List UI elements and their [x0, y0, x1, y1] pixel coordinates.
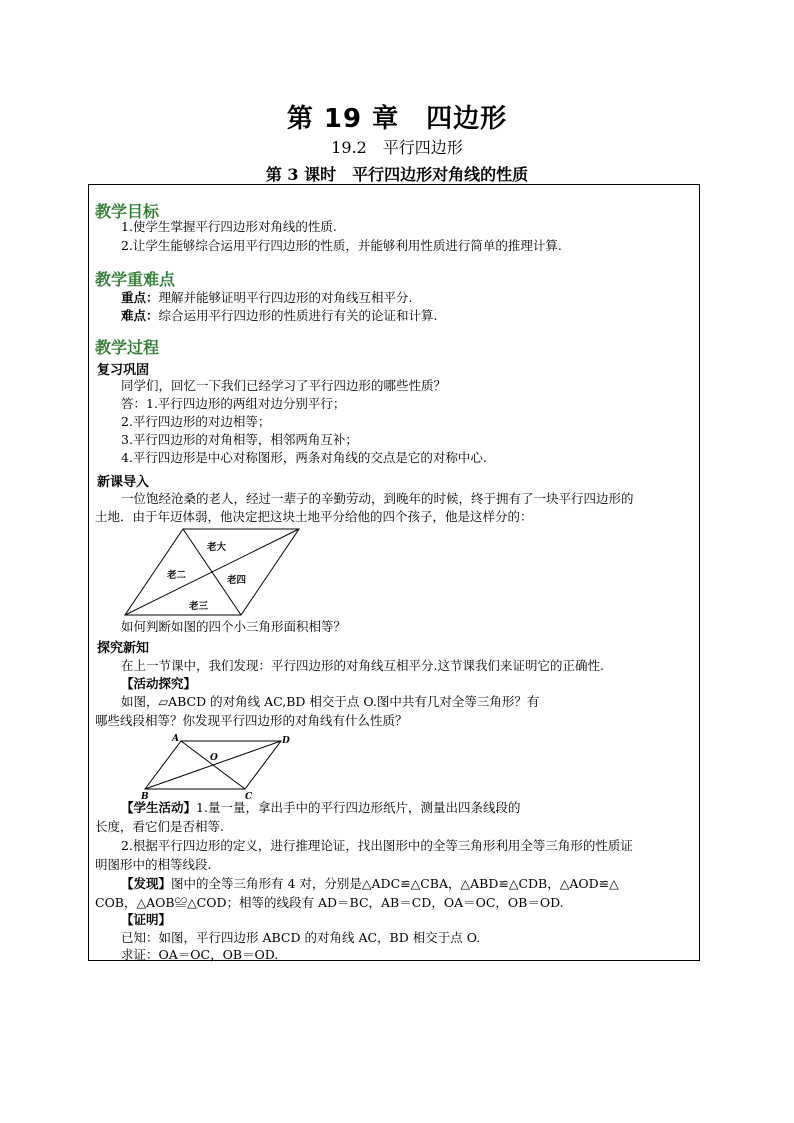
- student-text: 1.量一量，拿出手中的平行四边形纸片，测量出四条线段的: [196, 800, 521, 815]
- intro-question: 如何判断如图的四个小三角形面积相等？: [121, 619, 347, 634]
- review-title: 复习巩固: [97, 363, 150, 378]
- activity-line: 如图，▱ABCD 的对角线 AC,BD 相交于点 O.图中共有几对全等三角形？有: [121, 694, 540, 709]
- objective-item: 2.让学生能够综合运用平行四边形的性质，并能够利用性质进行简单的推理计算.: [121, 238, 562, 253]
- proof-label: 【证明】: [121, 912, 172, 927]
- review-answer: 答：1.平行四边形的两组对边分别平行；: [121, 396, 346, 411]
- student-activity-line: [121, 799, 520, 817]
- proof-prove: 求证：OA＝OC，OB＝OD.: [121, 947, 279, 962]
- story-line: 土地．由于年迈体弱，他决定把这块土地平分给他的四个孩子，他是这样分的：: [95, 509, 533, 524]
- student-activity-line: 长度，看它们是否相等.: [95, 819, 224, 834]
- discover-line: COB，△AOB≌△COD；相等的线段有 AD＝BC，AB＝CD，OA＝OC，OB＝OD.: [95, 895, 564, 910]
- proof-given: 已知：如图，平行四边形 ABCD 的对角线 AC，BD 相交于点 O.: [121, 930, 481, 945]
- discover-label: 【发现】: [121, 876, 172, 891]
- student-label: 【学生活动】: [121, 800, 197, 815]
- vertex-label: B: [141, 792, 149, 799]
- chapter-title: 第 19 章 四边形: [286, 104, 508, 134]
- objective-item: 1.使学生掌握平行四边形对角线的性质.: [121, 219, 337, 234]
- discover-text: 图中的全等三角形有 4 对，分别是△ADC≌△CBA，△ABD≌△CDB，△AOD≌△: [171, 876, 619, 891]
- review-answer: 2.平行四边形的对边相等；: [121, 414, 271, 429]
- explore-title: 探究新知: [97, 641, 150, 656]
- review-answer: 3.平行四边形的对角相等，相邻两角互补；: [121, 432, 358, 447]
- vertex-label: C: [245, 792, 253, 799]
- explore-intro: 在上一节课中，我们发现：平行四边形的对角线互相平分.这节课我们来证明它的正确性.: [121, 658, 604, 673]
- story-line: 一位饱经沧桑的老人，经过一辈子的辛勤劳动，到晚年的时候，终于拥有了一块平行四边形的: [121, 491, 634, 506]
- vertex-label: A: [172, 734, 179, 744]
- vertex-label: O: [210, 753, 218, 763]
- figure-label: 老二: [167, 570, 187, 581]
- review-question: 同学们，回忆一下我们已经学习了平行四边形的哪些性质？: [121, 378, 447, 393]
- content-box: [88, 184, 700, 961]
- section-title: 19.2 平行四边形: [331, 138, 463, 157]
- difficulty-label: 难点：: [121, 308, 159, 323]
- lesson-title: 第 3 课时 平行四边形对角线的性质: [265, 165, 529, 184]
- review-answer: 4.平行四边形是中心对称图形，两条对角线的交点是它的对称中心.: [121, 450, 487, 465]
- parallelogram-figure: [141, 729, 291, 799]
- process-heading: 教学过程: [95, 338, 160, 357]
- focus-line: [121, 289, 413, 307]
- reason-line: 明图形中的相等线段.: [95, 857, 212, 872]
- difficulty-text: 综合运用平行四边形的性质进行有关的论证和计算.: [158, 308, 438, 323]
- focus-label: 重点：: [121, 290, 159, 305]
- reason-line: 2.根据平行四边形的定义，进行推理论证，找出图形中的全等三角形利用全等三角形的性质证: [121, 838, 633, 853]
- keypoints-heading: 教学重难点: [95, 270, 176, 289]
- figure-label: 老三: [189, 601, 209, 612]
- discover-line: [121, 875, 619, 893]
- activity-line: 哪些线段相等？你发现平行四边形的对角线有什么性质？: [95, 713, 408, 728]
- land-division-figure: [123, 527, 303, 617]
- activity-label: 【活动探究】: [121, 676, 197, 691]
- vertex-label: D: [282, 736, 290, 746]
- difficulty-line: [121, 307, 438, 325]
- objectives-heading: 教学目标: [95, 202, 160, 221]
- figure-label: 老大: [207, 542, 227, 553]
- intro-title: 新课导入: [97, 475, 150, 490]
- figure-label: 老四: [227, 575, 247, 586]
- focus-text: 理解并能够证明平行四边形的对角线互相平分.: [158, 290, 413, 305]
